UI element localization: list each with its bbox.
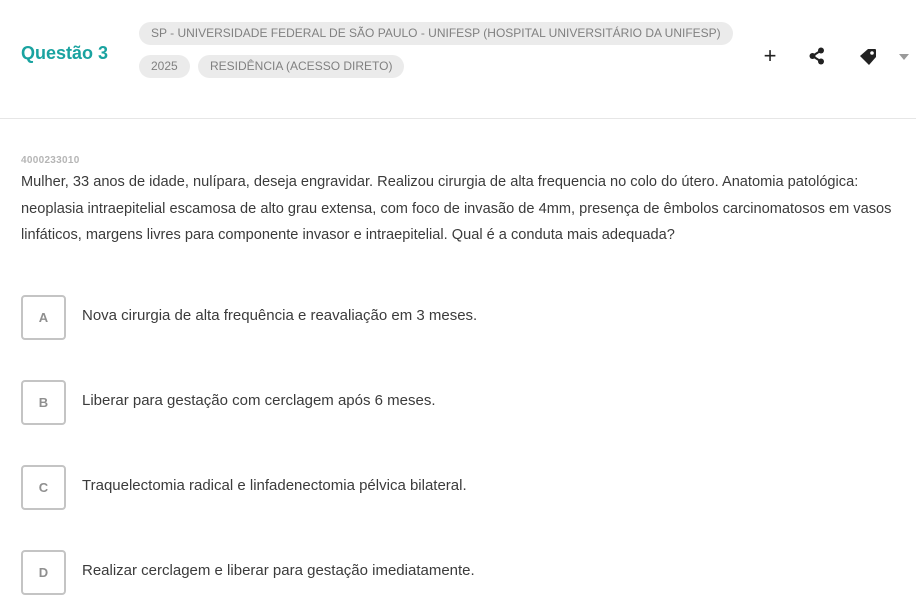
share-icon[interactable] (808, 47, 826, 65)
option-text: Liberar para gestação com cerclagem após 6 meses. (82, 392, 436, 409)
year-tag[interactable]: 2025 (139, 55, 190, 78)
tag-icon[interactable] (858, 47, 878, 67)
question-header (0, 0, 916, 119)
option-letter[interactable]: B (21, 380, 66, 425)
option-b[interactable] (21, 380, 891, 425)
plus-icon[interactable]: + (763, 43, 777, 68)
option-letter[interactable]: D (21, 550, 66, 595)
chevron-down-icon[interactable] (897, 50, 911, 64)
option-letter[interactable]: A (21, 295, 66, 340)
option-text: Nova cirurgia de alta frequência e reavaliação em 3 meses. (82, 307, 478, 324)
option-a[interactable] (21, 295, 891, 340)
question-stem: Mulher, 33 anos de idade, nulípara, deseja engravidar. Realizou cirurgia de alta frequencia no colo do útero. Anatomia patológica: neoplasia intraepitelial escamosa de alto grau extensa, com foco de invasão de 4mm, presença de êmbolos carcinomatosos em vasos linfáticos, margens livres para componente invasor e intraepitelial. Qual é a conduta mais adequada? (21, 174, 892, 243)
exam-type-tag[interactable]: RESIDÊNCIA (ACESSO DIRETO) (198, 55, 404, 78)
option-d[interactable] (21, 550, 891, 595)
institution-tag[interactable]: SP - UNIVERSIDADE FEDERAL DE SÃO PAULO - UNIFESP (HOSPITAL UNIVERSITÁRIO DA UNIFESP) (139, 22, 733, 45)
option-text: Traquelectomia radical e linfadenectomia pélvica bilateral. (82, 477, 467, 494)
option-letter[interactable]: C (21, 465, 66, 510)
option-c[interactable] (21, 465, 891, 510)
option-text: Realizar cerclagem e liberar para gestação imediatamente. (82, 562, 475, 579)
question-id: 4000233010 (21, 155, 80, 166)
question-title: Questão 3 (21, 43, 109, 63)
